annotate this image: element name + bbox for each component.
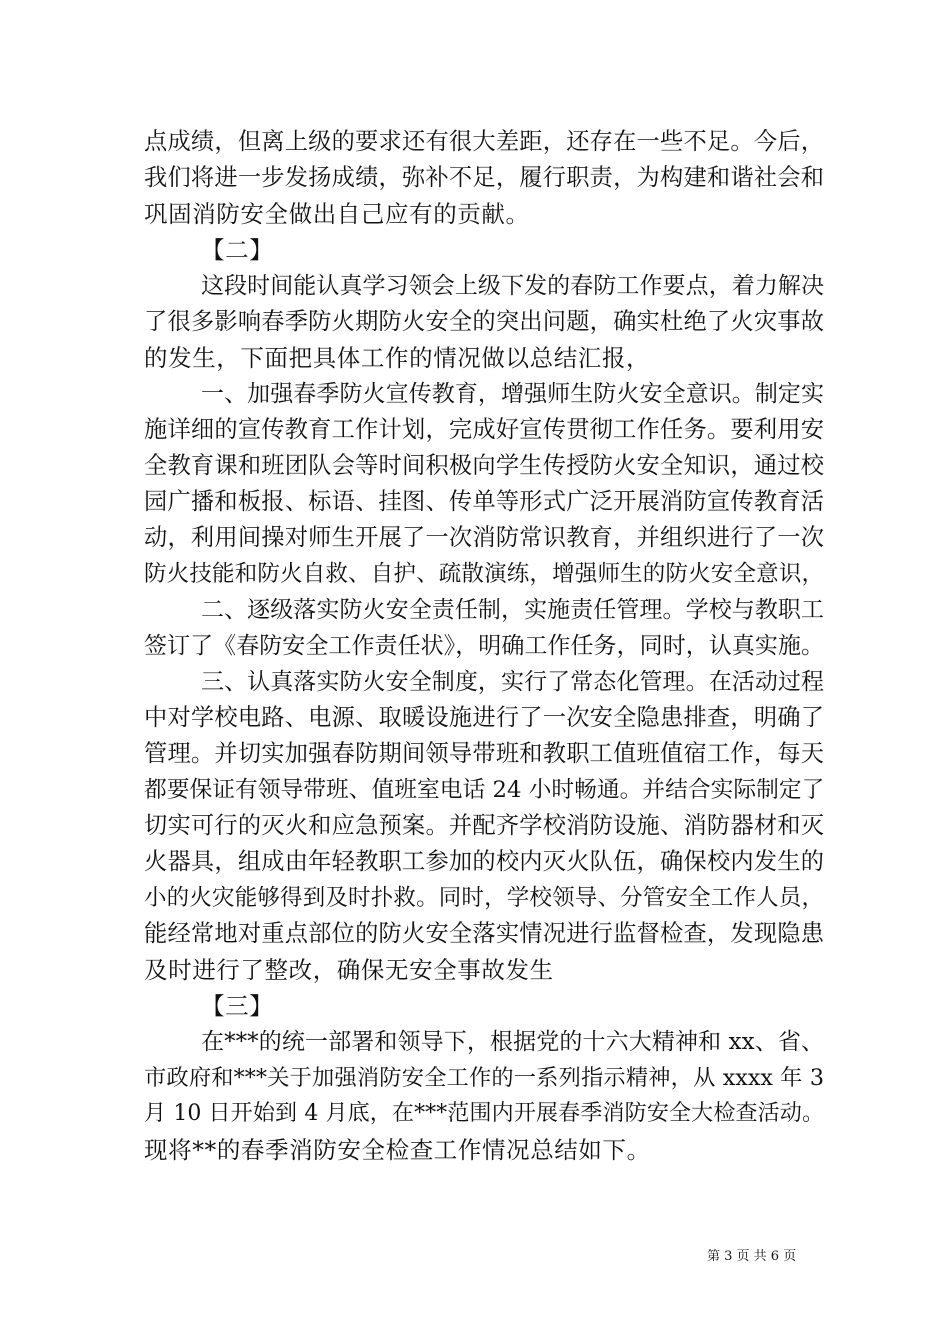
text-line: 了很多影响春季防火期防火安全的突出问题，确实杜绝了火灾事故 bbox=[144, 308, 824, 335]
text-line: 三、认真落实防火安全制度，实行了常态化管理。在活动过程 bbox=[201, 669, 824, 695]
text-line: 现将**的春季消防安全检查工作情况总结如下。 bbox=[144, 1136, 651, 1164]
text-line: 二、逐级落实防火安全责任制，实施责任管理。学校与教职工 bbox=[201, 597, 824, 623]
section-heading: 【三】 bbox=[201, 992, 274, 1020]
text-line: 的发生，下面把具体工作的情况做以总结汇报， bbox=[144, 344, 651, 372]
text-line: 动，利用间操对师生开展了一次消防常识教育，并组织进行了一次 bbox=[144, 524, 824, 551]
text-line: 管理。并切实加强春防期间领导带班和教职工值班值宿工作，每天 bbox=[144, 740, 824, 767]
text-line: 点成绩，但离上级的要求还有很大差距，还存在一些不足。今后， bbox=[144, 128, 824, 155]
text-line: 都要保证有领导带班、值班室电话 24 小时畅通。并结合实际制定了 bbox=[144, 777, 825, 803]
text-line: 巩固消防安全做出自己应有的贡献。 bbox=[144, 200, 530, 228]
text-line: 签订了《春防安全工作责任状》，明确工作任务，同时，认真实施。 bbox=[144, 633, 824, 659]
text-line: 在***的统一部署和领导下，根据党的十六大精神和 xx、省、 bbox=[201, 1029, 824, 1055]
text-line: 小的火灾能够得到及时扑救。同时，学校领导、分管安全工作人员， bbox=[144, 885, 824, 911]
text-line: 防火技能和防火自救、自护、疏散演练，增强师生的防火安全意识， bbox=[144, 561, 824, 587]
text-line: 我们将进一步发扬成绩，弥补不足，履行职责，为构建和谐社会和 bbox=[144, 164, 824, 191]
section-heading: 【二】 bbox=[201, 236, 274, 264]
text-line: 这段时间能认真学习领会上级下发的春防工作要点，着力解决 bbox=[201, 273, 824, 299]
text-line: 园广播和板报、标语、挂图、传单等形式广泛开展消防宣传教育活 bbox=[144, 488, 824, 515]
text-line: 中对学校电路、电源、取暖设施进行了一次安全隐患排查，明确了 bbox=[144, 704, 824, 731]
text-line: 能经常地对重点部位的防火安全落实情况进行监督检查，发现隐患 bbox=[144, 920, 824, 947]
text-line: 一、加强春季防火宣传教育，增强师生防火安全意识。制定实 bbox=[201, 381, 824, 407]
text-line: 切实可行的灭火和应急预案。并配齐学校消防设施、消防器材和灭 bbox=[144, 812, 824, 839]
page-number: 第 3 页 共 6 页 bbox=[707, 1249, 797, 1264]
text-line: 施详细的宣传教育工作计划，完成好宣传贯彻工作任务。要利用安 bbox=[144, 416, 824, 443]
text-line: 火器具，组成由年轻教职工参加的校内灭火队伍，确保校内发生的 bbox=[144, 848, 824, 875]
text-line: 全教育课和班团队会等时间积极向学生传授防火安全知识，通过校 bbox=[144, 452, 824, 479]
text-line: 市政府和***关于加强消防安全工作的一系列指示精神，从 xxxx 年 3 bbox=[144, 1065, 824, 1091]
text-line: 及时进行了整改，确保无安全事故发生 bbox=[144, 956, 554, 984]
text-line: 月 10 日开始到 4 月底，在***范围内开展春季消防安全大检查活动。 bbox=[144, 1101, 824, 1126]
